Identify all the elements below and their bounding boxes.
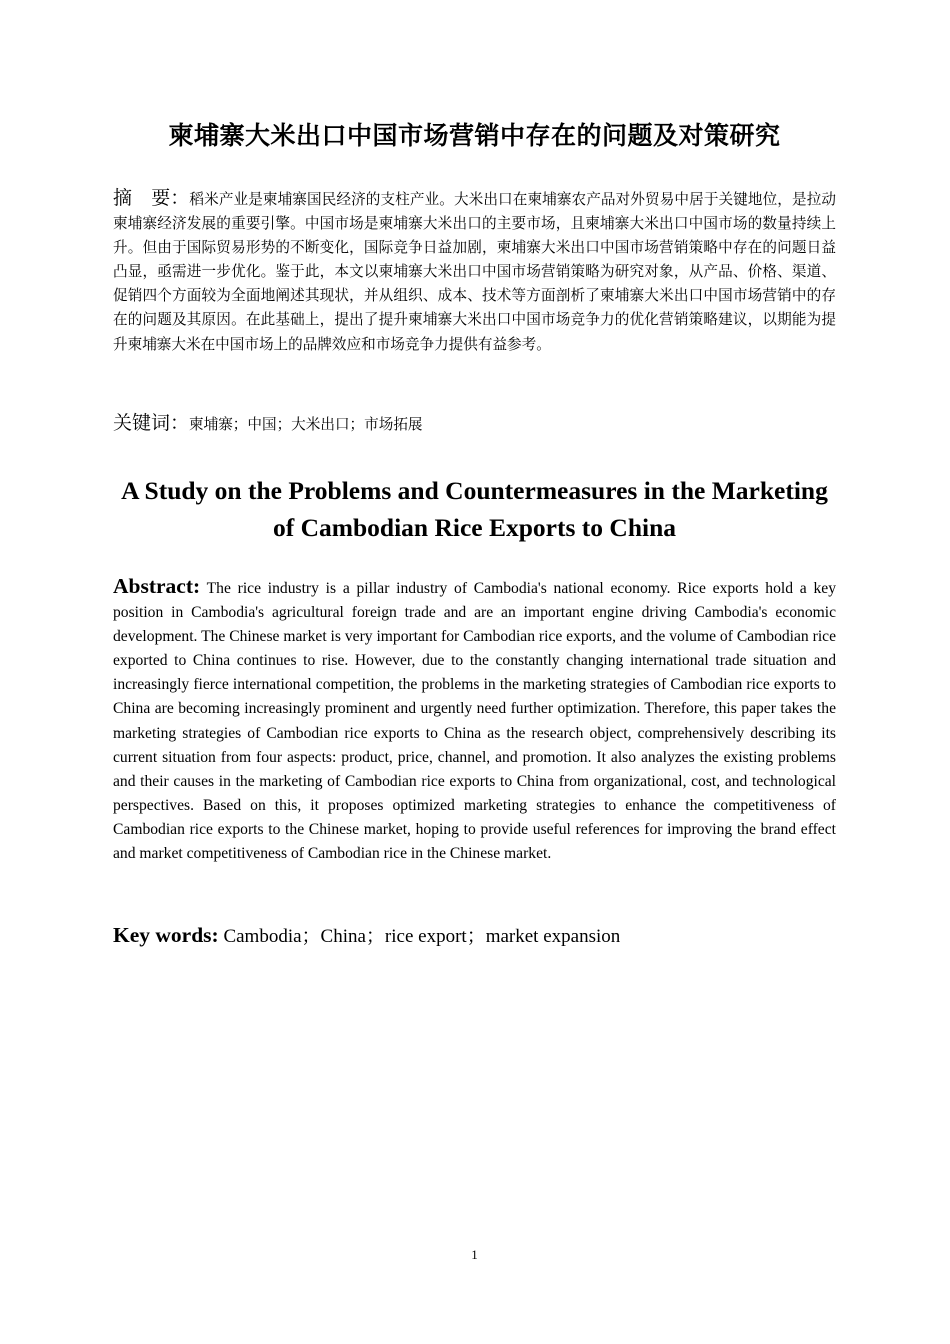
chinese-keywords (113, 410, 836, 438)
chinese-keywords-text: 柬埔寨；中国；大米出口；市场拓展 (189, 416, 423, 433)
page-number: 1 (471, 1247, 478, 1262)
english-abstract-text: The rice industry is a pillar industry of Cambodia's national economy. Rice exports hold a key position in Cambodia's agricultural foreign trade and are an important engine driving Cambodia's economic development. The Chinese market is very important for Cambodian rice exports, and the volume of Cambodian rice exported to China continues to rise. However, due to the constantly changing international trade situation and increasingly fierce international competition, the problems in the marketing strategies of Cambodian rice exports to China are becoming increasingly prominent and urgently need further optimization. Therefore, this paper takes the marketing strategies of Cambodian rice exports to China as the research object, comprehensively describing its current situation from four aspects: product, price, channel, and promotion. It also analyzes the existing problems and their causes in the marketing of Cambodian rice exports to China from organizational, cost, and technological perspectives. Based on this, it proposes optimized marketing strategies to enhance the competitiveness of Cambodian rice exports to the Chinese market, hoping to provide useful references for improving the brand effect and market competitiveness of Cambodian rice in the Chinese market. (113, 580, 836, 863)
english-keywords-label: Key words: (113, 923, 219, 947)
english-title-line-1: A Study on the Problems and Countermeasures in the Marketing (121, 476, 828, 505)
english-abstract (113, 574, 836, 866)
chinese-keywords-label: 关键词： (113, 412, 190, 434)
english-title (113, 472, 836, 546)
english-title-line-2: of Cambodian Rice Exports to China (272, 513, 677, 542)
chinese-abstract-text: 稻米产业是柬埔寨国民经济的支柱产业。大米出口在柬埔寨农产品对外贸易中居于关键地位，是拉动柬埔寨经济发展的重要引擎。中国市场是柬埔寨大米出口的主要市场，且柬埔寨大米出口中国市场的数量持续上升。但由于国际贸易形势的不断变化，国际竞争日益加剧，柬埔寨大米出口中国市场营销策略中存在的问题日益凸显，亟需进一步优化。鉴于此，本文以柬埔寨大米出口中国市场营销策略为研究对象，从产品、价格、渠道、促销四个方面较为全面地阐述其现状，并从组织、成本、技术等方面剖析了柬埔寨大米出口中国市场营销中的存在的问题及其原因。在此基础上，提出了提升柬埔寨大米出口中国市场竞争力的优化营销策略建议，以期能为提升柬埔寨大米在中国市场上的品牌效应和市场竞争力提供有益参考。 (113, 191, 836, 353)
english-keywords-text: Cambodia；China；rice export；market expansion (223, 926, 621, 947)
english-abstract-label: Abstract: (113, 574, 201, 598)
chinese-title: 柬埔寨大米出口中国市场营销中存在的问题及对策研究 (168, 121, 781, 150)
chinese-abstract-label: 摘 要： (113, 187, 190, 209)
english-keywords (113, 920, 836, 952)
chinese-abstract (113, 186, 836, 357)
